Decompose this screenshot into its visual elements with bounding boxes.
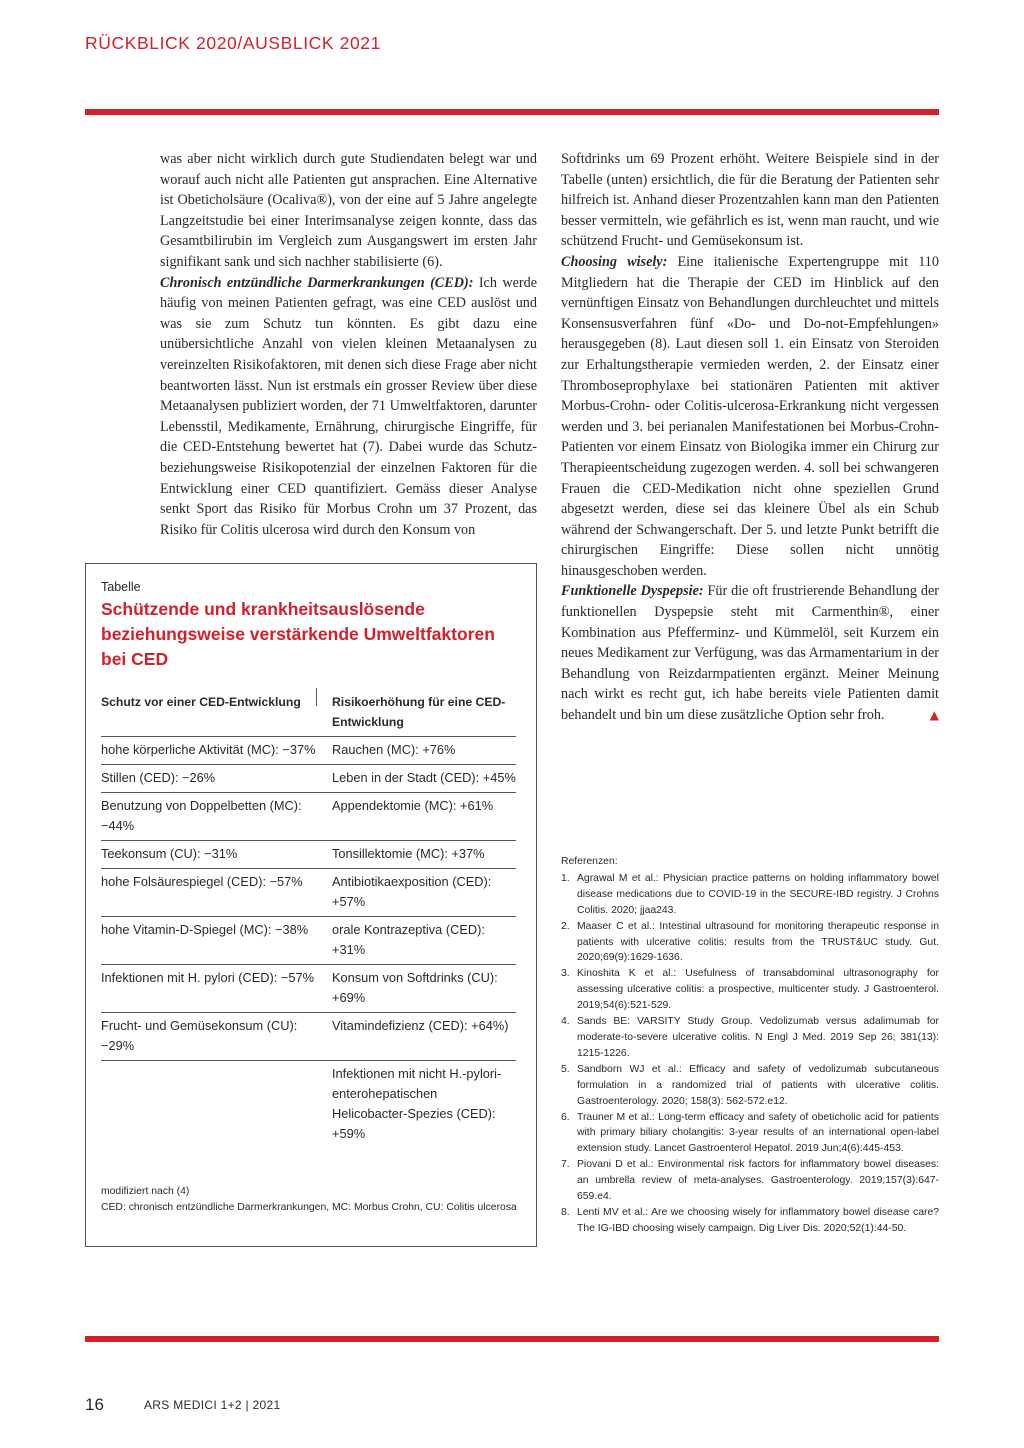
risk-factor-cell: Tonsillektomie (MC): +37% [332,846,485,861]
reference-text: Kinoshita K et al.: Usefulness of transabdominal ultrasonography for assessing ulcerative colitis: a prospective, multicenter study. J Gastroenterol. 2019;54(6):521-529. [577,968,939,1012]
risk-factor-cell: Konsum von Softdrinks (CU): +69% [332,970,498,1005]
reference-number: 4. [561,1016,570,1028]
reference-item [561,966,939,1014]
table-row [101,917,516,965]
reference-item [561,1205,939,1237]
section-title: RÜCKBLICK 2020/AUSBLICK 2021 [85,33,381,53]
protection-factor-cell: Benutzung von Doppelbetten (MC): −44% [101,798,302,833]
reference-text: Lenti MV et al.: Are we choosing wisely for inflammatory bowel disease care? The IG-IBD choosing wisely campaign. Dig Liver Dis. 2020;52(1):44-50. [577,1206,939,1234]
risk-factor-cell: Rauchen (MC): +76% [332,742,456,757]
table-row [101,841,516,869]
reference-number: 5. [561,1063,570,1075]
article-column-left [160,149,537,540]
table-row [101,869,516,917]
reference-number: 2. [561,920,570,932]
protection-factor-cell: Stillen (CED): −26% [101,770,216,785]
table-header-row [101,688,516,737]
table-source-note: modifiziert nach (4) [101,1186,190,1197]
table-title: Schützende und krankheitsauslösende beziehungsweise verstärkende Umweltfaktoren bei CED [101,599,495,669]
article-paragraph-ced-continued: Softdrinks um 69 Prozent erhöht. Weitere Beispiele sind in der Tabelle (unten) ersichtlich, die für die Beratung der Patienten sehr hilfreich ist. Anhand dieser Prozentzahlen kann man den Patienten besser vermitteln, wie gefährlich es ist, wenn man raucht, und wie schützend Frucht- und Gemüsekonsum ist. [561,151,939,250]
article-paragraph-choosing [561,252,939,582]
paragraph-text-dyspepsie: Für die oft frustrierende Behandlung der funktionellen Dyspepsie steht mit Carmenthin®, einer Kombination aus Pfefferminz- und Kümmelöl, seit Kurzem ein neues Medikament zur Verfügung, was das Armamentarium in der Behandlung von Reizdarmpatienten ergänzt. Meiner Meinung nach wirkt es recht gut, ich habe bereits viele Patienten damit behandelt und bin um diese zusätzliche Option sehr froh. [561,583,939,724]
page-number: 16 [85,1395,104,1414]
protection-factor-cell: Teekonsum (CU): −31% [101,846,238,861]
reference-text: Sands BE: VARSITY Study Group. Vedolizumab versus adalimumab for moderate-to-severe ulcerative colitis. N Engl J Med. 2019 Sep 26; 381(13): 1215-1226. [577,1016,939,1059]
factor-table [101,688,516,1148]
protection-factor-cell: hohe körperliche Aktivität (MC): −37% [101,742,316,757]
reference-text: Agrawal M et al.: Physician practice patterns on holding inflammatory bowel disease medications due to COVID-19 in the SECURE-IBD registry. J Crohns Colitis. 2020; jjaa243. [577,872,939,916]
protection-factor-cell: hohe Vitamin-D-Spiegel (MC): −38% [101,922,309,937]
table-row [101,737,516,765]
reference-item [561,1062,939,1110]
bottom-divider [85,1336,939,1342]
table-caption: Tabelle [101,580,141,594]
table-row [101,793,516,841]
protection-factor-cell [101,1061,332,1148]
paragraph-text-choosing: Eine italienische Expertengruppe mit 110 Mitgliedern hat die Therapie der CED im Hinblick auf den vernünftigen Einsatz von Behandlungen durchleuchtet und mittels Konsensusverfahren fünf «Do- und Do-not-Empfehlungen» herausgegeben (8). Laut diesen soll 1. ein Einsatz von Steroiden zur Erhaltungstherapie vermieden werden, 2. der Einsatz einer Thromboseprophylaxe bei stationären Patienten mit aktiver Morbus-Crohn- oder Colitis-ulcerosa-Erkrankung nicht vergessen werden und 3. bei perianalen Manifestationen bei Morbus-Crohn-Patienten vor einem Einsatz von Biologika immer ein Chirurg zur Therapieentscheidung zugezogen werden. 4. soll bei schwangeren Frauen die CED-Medikation nicht ohne speziellen Grund abgesetzt werden, diese sei das kleinere Übel als ein Schub während der Schwangerschaft. Der 5. und letzte Punkt betrifft die chirurgischen Eingriffe: Diese sollen nicht unnötig hinausgeschoben werden. [561,253,939,579]
journal-issue: ARS MEDICI 1+2 | 2021 [144,1398,281,1412]
reference-number: 1. [561,872,570,884]
article-column-right [561,149,939,726]
reference-text: Trauner M et al.: Long-term efficacy and safety of obeticholic acid for patients with primary biliary cholangitis: 3-year results of an international open-label extension study. Lancet Gastroenterol Hepatol. 2019 Jun;4(6):445-453. [577,1111,939,1155]
reference-text: Sandborn WJ et al.: Efficacy and safety of vedolizumab subcutaneous formulation in a randomized trial of patients with ulcerative colitis. Gastroenterology. 2020; 158(3): 562-572.e12. [577,1063,939,1107]
reference-item [561,1014,939,1062]
risk-factor-cell: Vitamindefizienz (CED): +64%) [332,1018,509,1033]
protection-factor-cell: Frucht- und Gemüsekonsum (CU): −29% [101,1018,298,1053]
top-divider [85,109,939,115]
references-heading: Referenzen: [561,856,618,867]
table-row [101,765,516,793]
risk-factor-cell: Leben in der Stadt (CED): +45% [332,770,516,785]
reference-number: 6. [561,1111,570,1123]
reference-item [561,871,939,919]
reference-text: Maaser C et al.: Intestinal ultrasound for monitoring therapeutic response in patients with ulcerative colitis: results from the TRUST&UC study. Gut. 2020;69(9):1629-1636. [577,920,939,964]
risk-factor-cell: Infektionen mit nicht H.-pylori-enterohepatischen Helicobacter-Spezies (CED): +59% [332,1066,502,1141]
table-row [101,1061,516,1148]
references-list [561,871,939,1237]
reference-item [561,1110,939,1158]
paragraph-lead-ced: Chronisch entzündliche Darmerkrankungen (CED): [160,274,474,291]
factor-table-box [85,563,537,1247]
protection-factor-cell: Infektionen mit H. pylori (CED): −57% [101,970,315,985]
risk-factor-cell: Antibiotikaexposition (CED): +57% [332,874,492,909]
article-paragraph-dyspepsie [561,581,939,725]
table-note [101,1184,521,1216]
paragraph-text-ced: Ich werde häufig von meinen Patienten gefragt, was eine CED auslöst und was sie zum Schutz tun könnten. Es gibt dazu eine unübersichtliche Anzahl von vielen kleinen Metaanalysen zu vereinzelten Risikofaktoren, mit denen sich diese Frage aber nicht beantworten lässt. Nun ist erstmals ein grosser Review über diese Metaanalysen publiziert worden, der 71 Umweltfaktoren, darunter Lebensstil, Medikamente, Ernährung, chirurgische Eingriffe, für die CED-Entstehung bewertet hat (7). Dabei wurde das Schutz- beziehungsweise Risikopotenzial der einzelnen Faktoren für die Entwicklung einer CED quantifiziert. Gemäss dieser Analyse senkt Sport das Risiko für Morbus Crohn um 37 Prozent, das Risiko für Colitis ulcerosa wird durch den Konsum von [160,274,537,538]
risk-factor-cell: Appendektomie (MC): +61% [332,798,494,813]
table-row [101,965,516,1013]
table-abbreviations: CED: chronisch entzündliche Darmerkrankungen, MC: Morbus Crohn, CU: Colitis ulcerosa [101,1202,517,1213]
table-row [101,1013,516,1061]
risk-factor-cell: orale Kontrazeptiva (CED): +31% [332,922,485,957]
paragraph-lead-choosing: Choosing wisely: [561,253,668,270]
reference-number: 7. [561,1159,570,1171]
references [561,854,939,1237]
table-header-risk: Risikoerhöhung für eine CED-Entwicklung [332,695,506,729]
reference-number: 8. [561,1206,570,1218]
article-paragraph: was aber nicht wirklich durch gute Studiendaten belegt war und worauf auch nicht alle Patienten gut ansprachen. Eine Alternative ist Obeticholsäure (Ocaliva®), von der eine auf 5 Jahre angelegte Langzeitstudie bei einer Interimsanalyse zeigen konnte, dass das Gesamtbilirubin im Vergleich zum Ausgangswert im ersten Jahr signifikant sank und sich nachher stabilisierte (6). [160,151,537,270]
article-paragraph-ced [160,273,537,541]
reference-number: 3. [561,968,570,980]
reference-text: Piovani D et al.: Environmental risk factors for inflammatory bowel diseases: an umbrella review of meta-analyses. Gastroenterology. 2019;157(3):647-659.e4. [577,1159,939,1203]
protection-factor-cell: hohe Folsäurespiegel (CED): −57% [101,874,303,889]
paragraph-lead-dyspepsie: Funktionelle Dyspepsie: [561,583,704,600]
reference-item [561,1157,939,1205]
end-of-article-icon: ▲ [929,708,939,723]
reference-item [561,919,939,967]
table-header-protection: Schutz vor einer CED-Entwicklung [101,695,301,709]
